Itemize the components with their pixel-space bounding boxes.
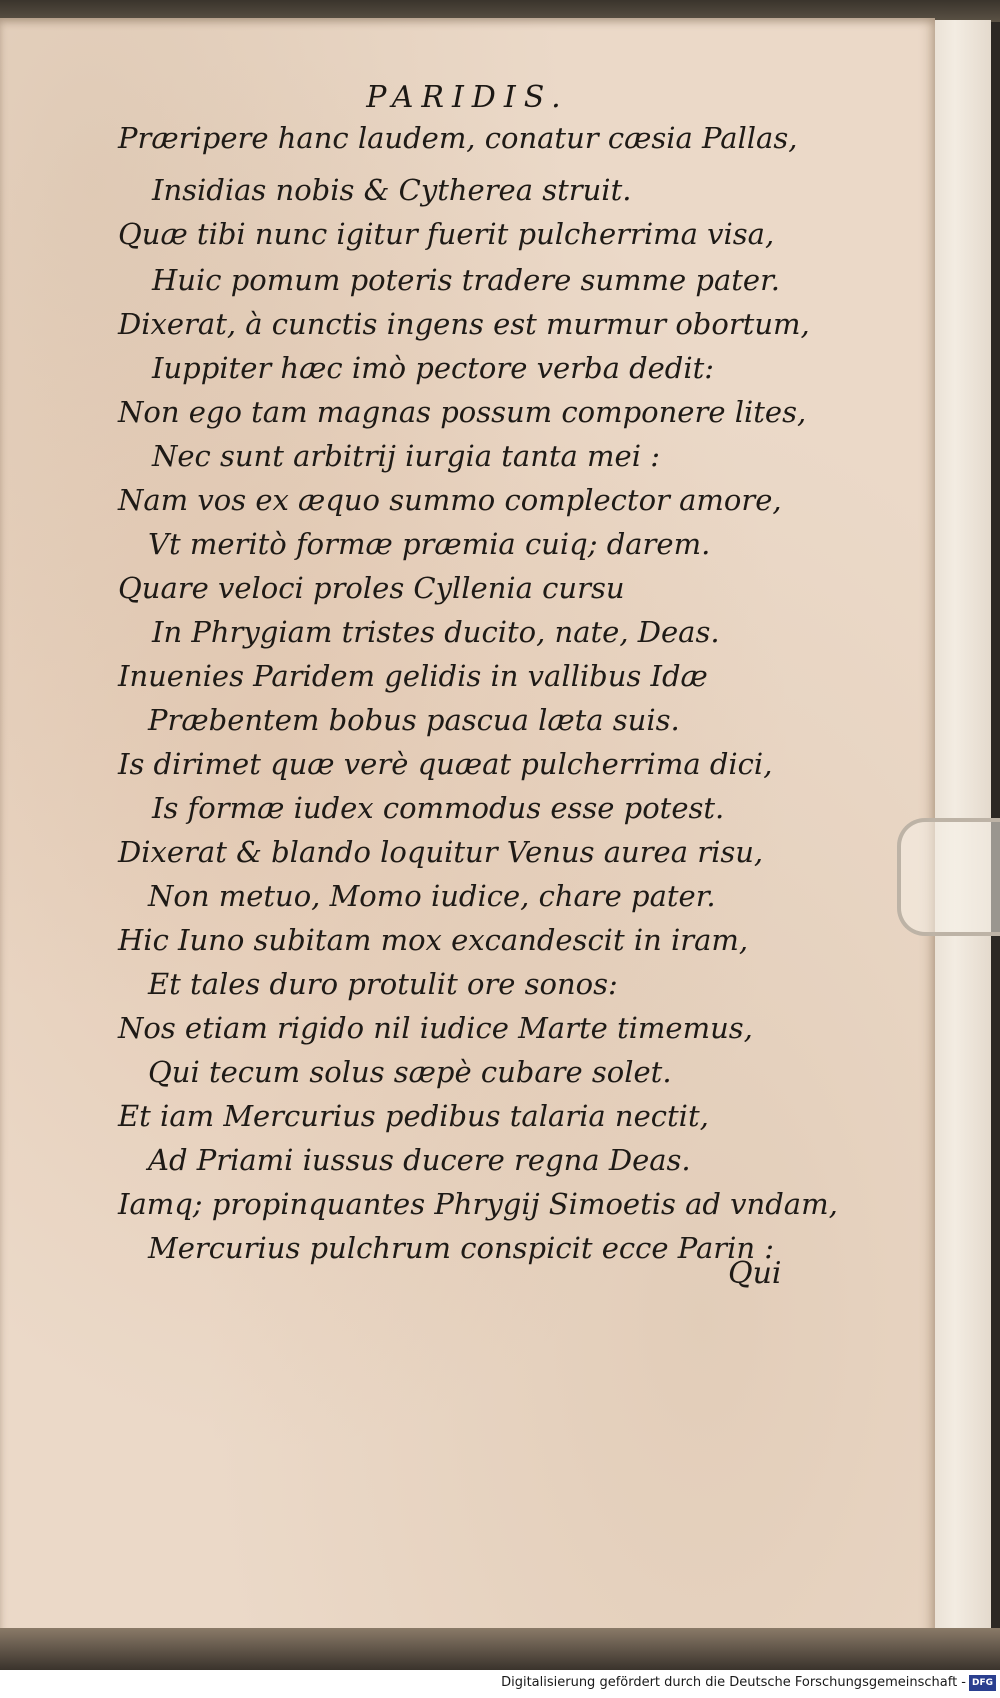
verse-line: Vt meritò formæ præmia cuiq; darem. bbox=[148, 527, 711, 561]
footer-credit: Digitalisierung gefördert durch die Deutsche Forschungsgemeinschaft - bbox=[501, 1675, 966, 1690]
verse-line: Non ego tam magnas possum componere lites, bbox=[118, 395, 807, 429]
verse-line: Dixerat, à cunctis ingens est murmur obortum, bbox=[118, 307, 810, 341]
verse-line: Et tales duro protulit ore sonos: bbox=[148, 967, 618, 1001]
verse-line: Quare veloci proles Cyllenia cursu bbox=[118, 571, 625, 605]
dfg-logo: DFG bbox=[969, 1675, 996, 1691]
verse-line: Nos etiam rigido nil iudice Marte timemus, bbox=[118, 1011, 753, 1045]
verse-line: Non metuo, Momo iudice, chare pater. bbox=[148, 879, 716, 913]
verse-line: Iamq; propinquantes Phrygij Simoetis ad vndam, bbox=[118, 1187, 838, 1221]
verse-line: Præripere hanc laudem, conatur cæsia Pallas, bbox=[118, 121, 798, 155]
verse-line: Et iam Mercurius pedibus talaria nectit, bbox=[118, 1099, 709, 1133]
verse-line: Iuppiter hæc imò pectore verba dedit: bbox=[152, 351, 715, 385]
verse-line: Ad Priami iussus ducere regna Deas. bbox=[148, 1143, 691, 1177]
verse-line: Nam vos ex æquo summo complector amore, bbox=[118, 483, 782, 517]
verse-line: Præbentem bobus pascua læta suis. bbox=[148, 703, 680, 737]
catchword: Qui bbox=[728, 1256, 782, 1291]
verse-line: Dixerat & blando loquitur Venus aurea risu, bbox=[118, 835, 764, 869]
verse-line: Is formæ iudex commodus esse potest. bbox=[152, 791, 725, 825]
verse-line: Is dirimet quæ verè quæat pulcherrima dici, bbox=[118, 747, 773, 781]
verse-line: Quæ tibi nunc igitur fuerit pulcherrima visa, bbox=[118, 217, 775, 251]
book-bottom-edge bbox=[0, 1628, 1000, 1670]
verse-line: Mercurius pulchrum conspicit ecce Parin : bbox=[148, 1231, 775, 1265]
verse-line: Nec sunt arbitrij iurgia tanta mei : bbox=[152, 439, 660, 473]
verse-line: Huic pomum poteris tradere summe pater. bbox=[152, 263, 780, 297]
verse-line: Insidias nobis & Cytherea struit. bbox=[152, 173, 632, 207]
verse-line: In Phrygiam tristes ducito, nate, Deas. bbox=[152, 615, 720, 649]
verse-line: Qui tecum solus sæpè cubare solet. bbox=[148, 1055, 672, 1089]
verse-line: Inuenies Paridem gelidis in vallibus Idæ bbox=[118, 659, 708, 693]
verse-line: Hic Iuno subitam mox excandescit in iram, bbox=[118, 923, 749, 957]
running-head: PARIDIS. bbox=[366, 80, 569, 115]
